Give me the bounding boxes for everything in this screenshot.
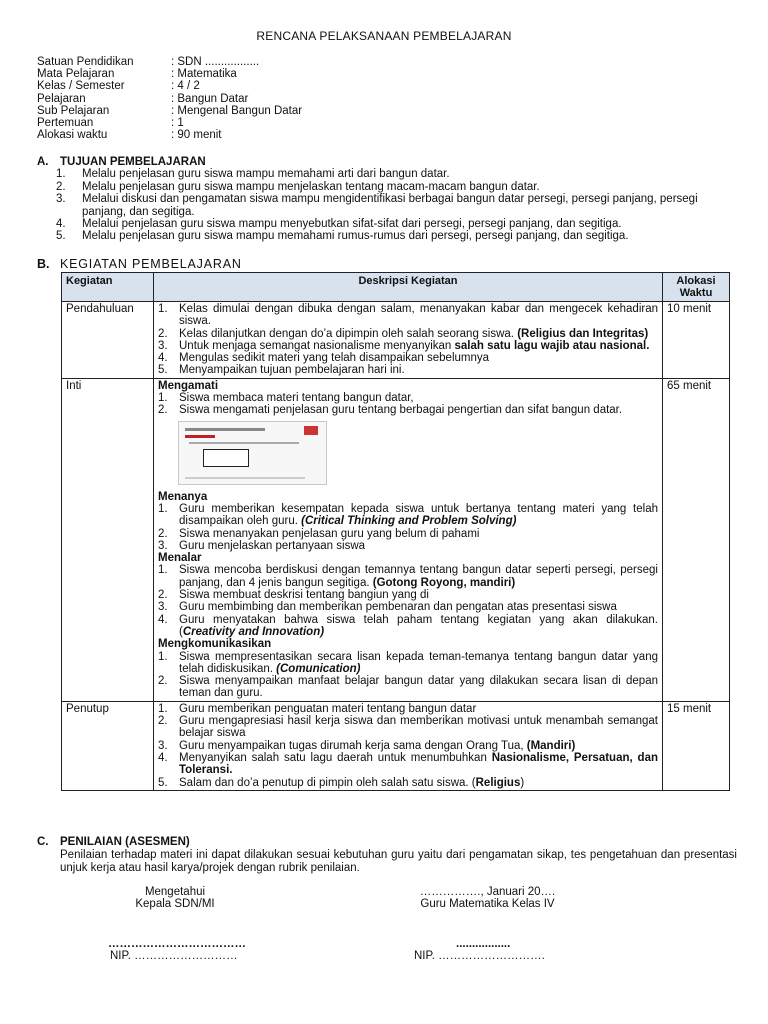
item-text: Siswa menanyakan penjelasan guru yang belum di pahami: [179, 527, 480, 540]
list-item: 1. Siswa membaca materi tentang bangun datar,: [158, 392, 658, 404]
signature-right: [400, 886, 575, 910]
meta-row: [37, 80, 302, 92]
list-item: 3. Guru membimbing dan memberikan pembenaran dan pengatan atas presentasi siswa: [158, 601, 658, 613]
list-item: 4. Mengulas sedikit materi yang telah disampaikan sebelumnya: [158, 352, 658, 364]
signature-left: [95, 886, 255, 910]
value-tag: (Mandiri): [526, 739, 576, 752]
section-title: TUJUAN PEMBELAJARAN: [60, 156, 206, 168]
list-item: 2. Kelas dilanjutkan dengan do’a dipimpin oleh salah seorang siswa. (Religius dan Integritas): [158, 328, 658, 340]
phase-name: Inti: [62, 378, 154, 701]
value-tag: Religius: [475, 776, 521, 789]
item-text: Mengulas sedikit materi yang telah disampaikan sebelumnya: [179, 352, 490, 365]
value-tag: Nasionalisme, Persatuan, dan Toleransi.: [179, 751, 658, 777]
item-text-part: Guru memberikan kesempatan kepada siswa untuk bertanya tentang materi yang telah disampaikan oleh guru.: [179, 502, 658, 528]
value-tag: Creativity and Innovation): [182, 625, 325, 638]
meta-row: [37, 93, 302, 105]
document-title: RENCANA PELAKSANAAN PEMBELAJARAN: [256, 29, 512, 43]
objective-text: Melalu penjelasan guru siswa mampu menjelaskan tentang macam-macam bangun datar.: [82, 180, 540, 193]
item-text-part: Salam dan do’a penutup di pimpin oleh salah satu siswa. (: [179, 776, 476, 789]
section-c-heading: [37, 836, 737, 849]
section-title: KEGIATAN PEMBELAJARAN: [60, 257, 242, 271]
item-text: Kelas dimulai dengan dibuka dengan salam, menanyakan kabar dan mengecek kehadiran siswa.: [179, 303, 658, 328]
assessment-text: Penilaian terhadap materi ini dapat dilakukan sesuai kebutuhan guru yaitu dari pengamatan sikap, tes pengetahuan dan presentasi unjuk kerja atau hasil karya/projek dengan rubrik penilaian.: [60, 849, 737, 874]
meta-key: Sub Pelajaran: [37, 104, 110, 117]
table-header-row: [62, 273, 730, 302]
signature-nip: NIP. ………………………: [110, 950, 238, 962]
meta-value: : 1: [171, 117, 184, 130]
meta-key: Satuan Pendidikan: [37, 56, 134, 68]
item-text: [179, 503, 658, 528]
meta-key: Pertemuan: [37, 117, 94, 130]
meta-key: Kelas / Semester: [37, 80, 125, 93]
phase-name: Pendahuluan: [62, 302, 154, 379]
column-header-alokasi: Alokasi Waktu: [663, 273, 730, 302]
list-item: 1. Siswa mencoba berdiskusi dengan temannya tentang bangun datar seperti persegi, persegi panjang, dan 4 jenis bangun segitiga. (Gotong Royong, mandiri): [158, 564, 658, 589]
item-text-part: Guru menyampaikan tugas dirumah kerja sama dengan Orang Tua,: [179, 739, 527, 752]
signature-caption: Mengetahui: [144, 886, 206, 898]
signature-role: Guru Matematika Kelas IV: [420, 898, 555, 910]
phase-description: [154, 701, 663, 790]
item-text: [179, 614, 658, 639]
item-text: [179, 777, 658, 789]
phase-time: 10 menit: [663, 302, 730, 379]
list-item: 5. Menyampaikan tujuan pembelajaran hari ini.: [158, 364, 658, 376]
list-item: 2. Melalu penjelasan guru siswa mampu menjelaskan tentang macam-macam bangun datar.: [37, 181, 737, 193]
section-objectives: [37, 156, 737, 243]
signature-date: ……………., Januari 20….: [419, 886, 556, 898]
section-title: PENILAIAN (ASESMEN): [60, 836, 190, 848]
list-item: 3. Guru menjelaskan pertanyaan siswa: [158, 540, 658, 552]
list-item: 1. Siswa mempresentasikan secara lisan kepada teman-temanya tentang bangun datar yang telah didiskusikan. (Comunication): [158, 650, 658, 675]
list-item: 2. Siswa membuat deskrisi tentang bangiun yang di: [158, 589, 658, 601]
meta-row: [37, 56, 302, 68]
table-row: [62, 302, 730, 379]
item-text: Siswa menyampaikan manfaat belajar bangun datar yang dilakukan secara lisan di depan teman dan guru.: [179, 675, 658, 700]
section-letter: B.: [37, 257, 50, 271]
subheading-mengkomunikasikan: Mengkomunikasikan: [158, 638, 272, 651]
section-letter: C.: [37, 836, 49, 848]
value-tag: (Religius dan Integritas): [517, 327, 649, 340]
list-item: 1. Guru memberikan penguatan materi tentang bangun datar: [158, 703, 658, 715]
item-text: [179, 651, 658, 676]
activities-table: [61, 272, 730, 791]
objective-text: Melalui penjelasan guru siswa mampu menyebutkan sifat-sifat dari persegi, persegi panjang, dan segitiga.: [82, 218, 622, 231]
item-text: Menyampaikan tujuan pembelajaran hari ini.: [179, 364, 405, 377]
subheading-menanya: Menanya: [158, 490, 208, 503]
value-tag: (Comunication): [276, 662, 361, 675]
objective-text: Melalu penjelasan guru siswa mampu memahami rumus-rumus dari persegi, persegi panjang, dan segitiga.: [82, 230, 629, 243]
meta-value: : SDN .................: [171, 56, 260, 68]
meta-key: Pelajaran: [37, 92, 86, 105]
meta-row: [37, 105, 302, 117]
phase-time: 15 menit: [663, 701, 730, 790]
identity-block: [37, 56, 302, 141]
item-text-part: Untuk menjaga semangat nasionalisme menyanyikan: [179, 339, 455, 352]
phase-description: [154, 302, 663, 379]
item-text-bold: salah satu lagu wajib atau nasional.: [454, 339, 650, 352]
meta-row: [37, 68, 302, 80]
phase-name: Penutup: [62, 701, 154, 790]
signature-right-name-block: [414, 938, 589, 962]
item-text: Guru menjelaskan pertanyaan siswa: [179, 539, 366, 552]
list-item: 3. Melalui diskusi dan pengamatan siswa mampu mengidentifikasi berbagai bangun datar persegi, persegi panjang, persegi panjang, dan segitiga.: [37, 193, 737, 218]
item-text: Guru membimbing dan memberikan pembenaran dan pengatan atas presentasi siswa: [179, 601, 617, 614]
signature-name: .................: [456, 938, 511, 950]
item-text-part: Guru menyatakan bahwa siswa telah paham tentang kegiatan yang akan dilakukan. (: [179, 613, 658, 638]
meta-value: : 90 menit: [171, 129, 222, 142]
list-item: 2. Siswa menanyakan penjelasan guru yang belum di pahami: [158, 528, 658, 540]
section-assessment: [37, 836, 737, 875]
list-item: 3. Guru menyampaikan tugas dirumah kerja sama dengan Orang Tua, (Mandiri): [158, 740, 658, 752]
rectangle-shape-icon: [203, 449, 249, 467]
objective-text: Melalui diskusi dan pengamatan siswa mampu mengidentifikasi berbagai bangun datar persegi, persegi panjang, persegi panjang, dan segitiga.: [82, 193, 698, 218]
meta-row: [37, 129, 302, 141]
item-text-part: Siswa mempresentasikan secara lisan kepada teman-temanya tentang bangun datar yang telah didiskusikan.: [179, 650, 658, 675]
list-item: 1. Kelas dimulai dengan dibuka dengan salam, menanyakan kabar dan mengecek kehadiran siswa.: [158, 303, 658, 328]
section-a-heading: [37, 156, 737, 168]
material-thumbnail-image: [178, 421, 327, 485]
meta-value: : Matematika: [171, 68, 237, 81]
table-row: [62, 701, 730, 790]
objectives-list: [37, 168, 737, 242]
item-text: Siswa mengamati penjelasan guru tentang berbagai pengertian dan sifat bangun datar.: [179, 404, 623, 417]
table-row: [62, 378, 730, 701]
item-text-part: Siswa mencoba berdiskusi dengan temannya tentang bangun datar seperti persegi, persegi panjang, dan 4 jenis bangun segitiga.: [179, 564, 658, 589]
list-item: 4. Guru menyatakan bahwa siswa telah paham tentang kegiatan yang akan dilakukan. (Creativity and Innovation): [158, 613, 658, 638]
meta-key: Alokasi waktu: [37, 129, 108, 142]
list-item: 2. Siswa mengamati penjelasan guru tentang berbagai pengertian dan sifat bangun datar.: [158, 404, 658, 416]
list-item: 4. Menyanyikan salah satu lagu daerah untuk menumbuhkan Nasionalisme, Persatuan, dan Toleransi.: [158, 751, 658, 777]
item-text: Guru memberikan penguatan materi tentang bangun datar: [179, 702, 477, 715]
item-text: [179, 752, 658, 777]
list-item: 1. Guru memberikan kesempatan kepada siswa untuk bertanya tentang materi yang telah disampaikan oleh guru. (Critical Thinking and Problem Solving): [158, 502, 658, 528]
meta-key: Mata Pelajaran: [37, 68, 115, 81]
phase-description: [154, 378, 663, 701]
phase-time: 65 menit: [663, 378, 730, 701]
item-text-part: Kelas dilanjutkan dengan do’a dipimpin oleh salah seorang siswa.: [179, 327, 518, 340]
list-item: 1. Melalu penjelasan guru siswa mampu memahami arti dari bangun datar.: [37, 168, 737, 180]
list-item: 3. Untuk menjaga semangat nasionalisme menyanyikan salah satu lagu wajib atau nasional.: [158, 340, 658, 352]
subheading-mengamati: Mengamati: [158, 379, 219, 392]
meta-row: [37, 117, 302, 129]
value-tag: (Gotong Royong, mandiri): [372, 576, 516, 589]
objective-text: Melalu penjelasan guru siswa mampu memahami arti dari bangun datar.: [82, 168, 450, 181]
list-item: 2. Guru mengapresiasi hasil kerja siswa dan memberikan motivasi untuk menambah semangat belajar siswa: [158, 715, 658, 740]
signature-nip: NIP. ……………………….: [414, 950, 545, 962]
section-b-heading: [37, 257, 242, 271]
column-header-kegiatan: Kegiatan: [62, 273, 154, 302]
item-text: Siswa membaca materi tentang bangun datar,: [179, 392, 414, 405]
item-text: Guru mengapresiasi hasil kerja siswa dan memberikan motivasi untuk menambah semangat belajar siswa: [179, 715, 658, 740]
item-text: Siswa membuat deskrisi tentang bangiun yang di: [179, 589, 429, 602]
list-item: 5. Melalu penjelasan guru siswa mampu memahami rumus-rumus dari persegi, persegi panjang, dan segitiga.: [37, 230, 737, 242]
meta-value: : Bangun Datar: [171, 92, 249, 105]
column-header-deskripsi: Deskripsi Kegiatan: [154, 273, 663, 302]
list-item: 2. Siswa menyampaikan manfaat belajar bangun datar yang dilakukan secara lisan di depan teman dan guru.: [158, 675, 658, 700]
signature-name: ………………………………: [108, 938, 246, 950]
signature-left-name-block: [100, 938, 260, 962]
subheading-menalar: Menalar: [158, 552, 202, 565]
section-letter: A.: [37, 156, 49, 168]
list-item: 4. Melalui penjelasan guru siswa mampu menyebutkan sifat-sifat dari persegi, persegi panjang, dan segitiga.: [37, 218, 737, 230]
logo-icon: [304, 426, 318, 435]
value-tag: (Critical Thinking and Problem Solving): [301, 515, 517, 528]
item-text: [179, 564, 658, 589]
item-text: [179, 740, 658, 752]
item-text: [179, 328, 658, 340]
item-text-part: Menyanyikan salah satu lagu daerah untuk menumbuhkan: [179, 751, 492, 764]
list-item: 5. Salam dan do’a penutup di pimpin oleh salah satu siswa. (Religius): [158, 777, 658, 789]
meta-value: : Mengenal Bangun Datar: [171, 104, 303, 117]
meta-value: : 4 / 2: [171, 80, 200, 93]
item-text: [179, 340, 658, 352]
item-text-part: ): [520, 776, 525, 789]
signature-role: Kepala SDN/MI: [135, 898, 215, 910]
